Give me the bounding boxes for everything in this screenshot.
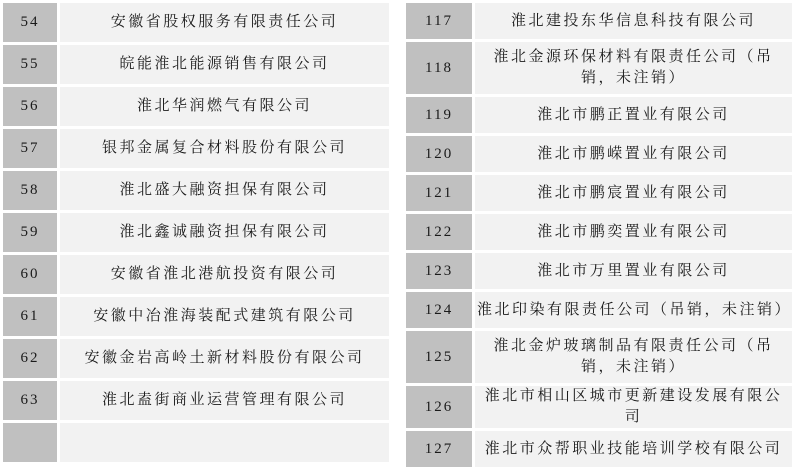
company-name-cell: 淮北市众帮职业技能培训学校有限公司 (475, 431, 792, 467)
table-row (406, 331, 792, 383)
table-row (3, 45, 389, 84)
row-number-cell: 118 (406, 42, 472, 94)
company-name-cell: 淮北市鹏嵘置业有限公司 (475, 136, 792, 172)
row-number-cell: 55 (3, 45, 57, 84)
table-row (3, 381, 389, 420)
company-name-cell: 安徽省股权服务有限责任公司 (60, 3, 389, 42)
company-name-cell (60, 423, 389, 462)
table-row (3, 339, 389, 378)
company-name-cell: 淮北市万里置业有限公司 (475, 253, 792, 289)
company-name-cell: 淮北市鹏奕置业有限公司 (475, 214, 792, 250)
row-number-cell: 60 (3, 255, 57, 294)
row-number-cell: 59 (3, 213, 57, 252)
row-number-cell: 124 (406, 292, 472, 328)
row-number-cell: 126 (406, 386, 472, 428)
company-name-cell: 淮北市相山区城市更新建设发展有限公司 (475, 386, 792, 428)
company-name-cell: 淮北金炉玻璃制品有限责任公司（吊销，未注销） (475, 331, 792, 383)
table-row (406, 175, 792, 211)
company-name-cell: 淮北鑫诚融资担保有限公司 (60, 213, 389, 252)
row-number-cell: 63 (3, 381, 57, 420)
company-name-cell: 安徽省淮北港航投资有限公司 (60, 255, 389, 294)
row-number-cell: 125 (406, 331, 472, 383)
company-name-cell: 淮北盛大融资担保有限公司 (60, 171, 389, 210)
company-name-cell: 淮北市鹏宸置业有限公司 (475, 175, 792, 211)
row-number-cell: 54 (3, 3, 57, 42)
company-name-cell: 淮北华润燃气有限公司 (60, 87, 389, 126)
row-number-cell: 56 (3, 87, 57, 126)
row-number-cell: 127 (406, 431, 472, 467)
table-row (3, 3, 389, 42)
table-row (3, 171, 389, 210)
row-number-cell: 61 (3, 297, 57, 336)
company-name-cell: 皖能淮北能源销售有限公司 (60, 45, 389, 84)
row-number-cell: 117 (406, 3, 472, 39)
table-row (406, 97, 792, 133)
company-name-cell: 淮北市鹏正置业有限公司 (475, 97, 792, 133)
table-row (406, 42, 792, 94)
table-row (406, 431, 792, 467)
table-row (3, 297, 389, 336)
table-row (406, 253, 792, 289)
row-number-cell: 121 (406, 175, 472, 211)
table-row (406, 136, 792, 172)
table-row (406, 214, 792, 250)
row-number-cell: 122 (406, 214, 472, 250)
company-name-cell: 淮北盍街商业运营管理有限公司 (60, 381, 389, 420)
company-name-cell: 淮北印染有限责任公司（吊销，未注销） (475, 292, 792, 328)
company-table-right (403, 0, 795, 470)
table-row (406, 3, 792, 39)
company-name-cell: 安徽中冶淮海装配式建筑有限公司 (60, 297, 389, 336)
table-row-empty (3, 423, 389, 462)
company-name-cell: 银邦金属复合材料股份有限公司 (60, 129, 389, 168)
row-number-cell: 123 (406, 253, 472, 289)
row-number-cell: 119 (406, 97, 472, 133)
company-name-cell: 淮北金源环保材料有限责任公司（吊销，未注销） (475, 42, 792, 94)
table-row (3, 129, 389, 168)
row-number-cell: 120 (406, 136, 472, 172)
row-number-cell: 57 (3, 129, 57, 168)
table-row (3, 213, 389, 252)
table-row (3, 87, 389, 126)
table-row (3, 255, 389, 294)
company-name-cell: 淮北建投东华信息科技有限公司 (475, 3, 792, 39)
row-number-cell: 62 (3, 339, 57, 378)
company-table-left (0, 0, 392, 465)
table-row (406, 386, 792, 428)
row-number-cell (3, 423, 57, 462)
table-row (406, 292, 792, 328)
row-number-cell: 58 (3, 171, 57, 210)
company-name-cell: 安徽金岩高岭土新材料股份有限公司 (60, 339, 389, 378)
